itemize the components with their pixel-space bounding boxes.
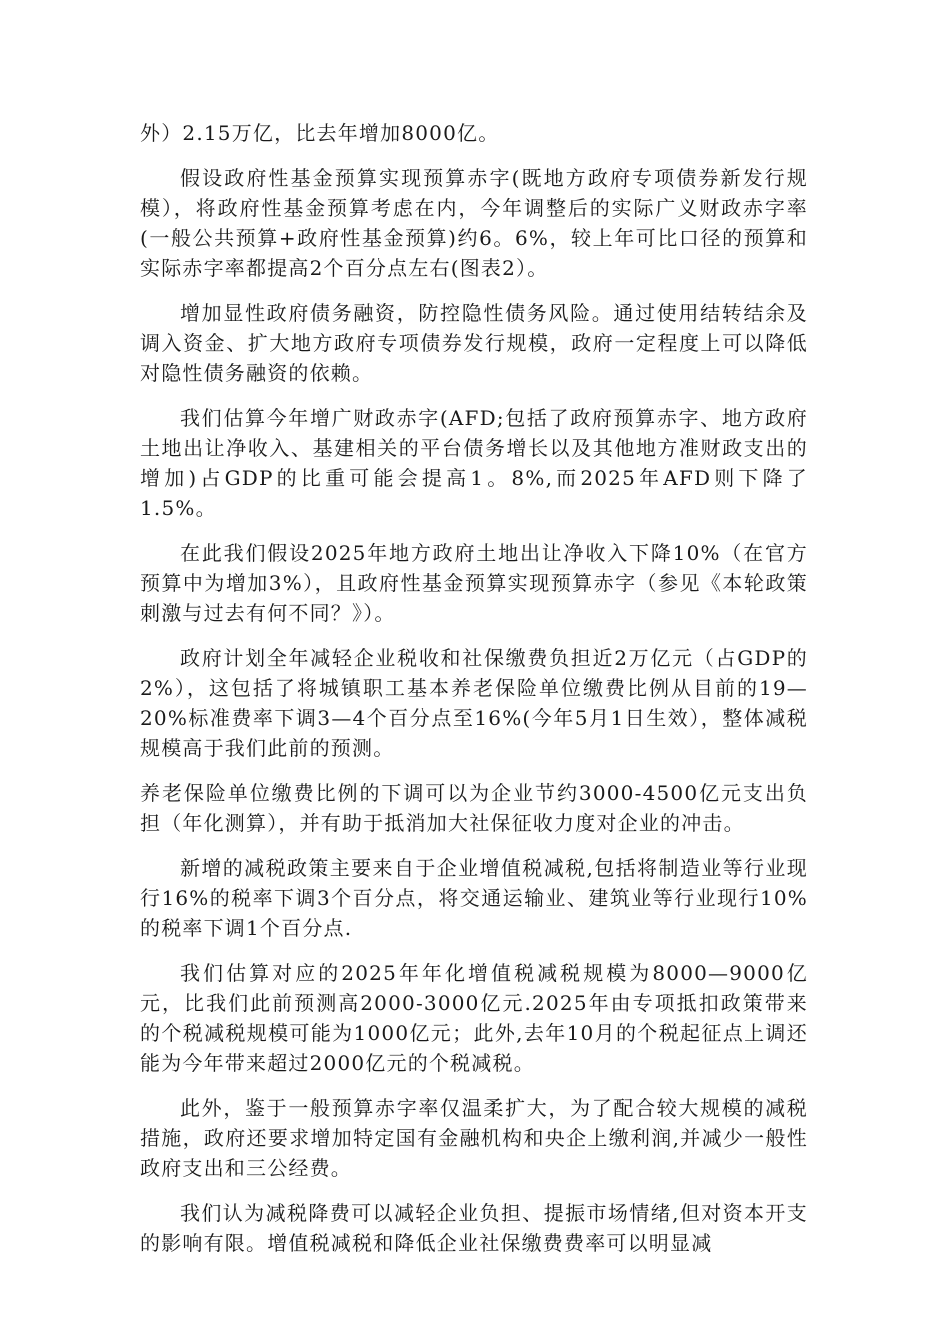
paragraph: 此外，鉴于一般预算赤字率仅温柔扩大，为了配合较大规模的减税措施，政府还要求增加特定国有金融机构和央企上缴利润,并减少一般性政府支出和三公经费。 (140, 1096, 808, 1180)
paragraph: 养老保险单位缴费比例的下调可以为企业节约3000-4500亿元支出负担（年化测算），并有助于抵消加大社保征收力度对企业的冲击。 (140, 781, 808, 835)
paragraph: 增加显性政府债务融资，防控隐性债务风险。通过使用结转结余及调入资金、扩大地方政府专项债券发行规模，政府一定程度上可以降低对隐性债务融资的依赖。 (140, 301, 808, 385)
document-body (140, 118, 808, 1273)
paragraph: 假设政府性基金预算实现预算赤字(既地方政府专项债券新发行规模），将政府性基金预算考虑在内，今年调整后的实际广义财政赤字率(一般公共预算+政府性基金预算)约6。6%，较上年可比口径的预算和实际赤字率都提高2个百分点左右(图表2）。 (140, 166, 808, 280)
paragraph: 新增的减税政策主要来自于企业增值税减税,包括将制造业等行业现行16%的税率下调3个百分点，将交通运输业、建筑业等行业现行10%的税率下调1个百分点. (140, 856, 808, 940)
paragraph: 我们估算对应的2025年年化增值税减税规模为8000—9000亿元，比我们此前预测高2000-3000亿元.2025年由专项抵扣政策带来的个税减税规模可能为1000亿元；此外,去年10月的个税起征点上调还能为今年带来超过2000亿元的个税减税。 (140, 961, 808, 1075)
paragraph: 政府计划全年减轻企业税收和社保缴费负担近2万亿元（占GDP的2%），这包括了将城镇职工基本养老保险单位缴费比例从目前的19—20%标准费率下调3—4个百分点至16%(今年5月1日生效），整体减税规模高于我们此前的预测。 (140, 646, 808, 760)
paragraph: 在此我们假设2025年地方政府土地出让净收入下降10%（在官方预算中为增加3%），且政府性基金预算实现预算赤字（参见《本轮政策刺激与过去有何不同？》）。 (140, 541, 808, 625)
paragraph: 我们估算今年增广财政赤字(AFD;包括了政府预算赤字、地方政府土地出让净收入、基建相关的平台债务增长以及其他地方准财政支出的增加)占GDP的比重可能会提高1。8%,而2025年AFD则下降了1.5%。 (140, 406, 808, 520)
paragraph-continuation: 外）2.15万亿，比去年增加8000亿。 (140, 121, 500, 145)
paragraph: 我们认为减税降费可以减轻企业负担、提振市场情绪,但对资本开支的影响有限。增值税减税和降低企业社保缴费费率可以明显减 (140, 1201, 808, 1255)
